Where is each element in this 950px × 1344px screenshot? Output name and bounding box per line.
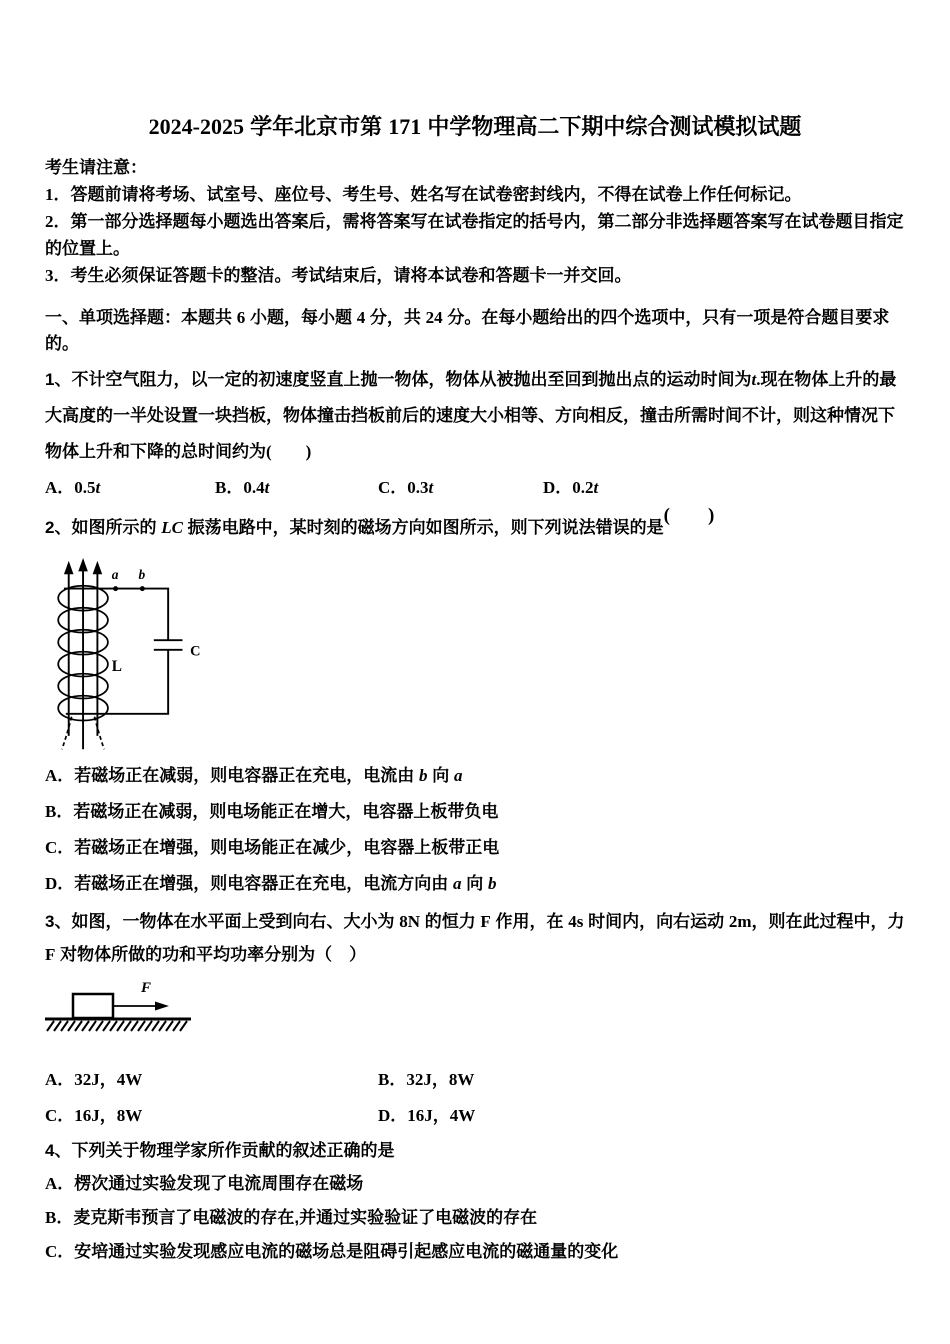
notice-item-1: 1．答题前请将考场、试室号、座位号、考生号、姓名写在试卷密封线内，不得在试卷上作任何标记。 [45,185,802,204]
q4-option-b: B．麦克斯韦预言了电磁波的存在,并通过实验验证了电磁波的存在 [45,1208,538,1227]
block-force-diagram [45,981,195,1036]
notice-item-2: 2．第一部分选择题每小题选出答案后，需将答案写在试卷指定的括号内，第二部分非选择题答案写在试卷题目指定的位置上。 [45,212,904,258]
q4-option-a: A．楞次通过实验发现了电流周围存在磁场 [45,1174,364,1193]
node-a-label: a [111,567,119,583]
q4-stem: 4、下列关于物理学家所作贡献的叙述正确的是 [45,1141,395,1160]
node-b-dot [140,586,145,591]
q2-option-b: B．若磁场正在减弱，则电场能正在增大，电容器上板带负电 [45,802,499,821]
force-arrow-icon [113,1002,169,1011]
q3-options [45,1062,905,1134]
q3-option-c: C．16J，8W [45,1106,143,1125]
q4-option-c: C．安培通过实验发现感应电流的磁场总是阻碍引起感应电流的磁通量的变化 [45,1242,619,1261]
q2-stem [45,505,905,546]
q1-option-b: B．0.4t [215,478,270,497]
block [73,994,113,1018]
q1-option-a: A．0.5t [45,478,101,497]
q2-option-c: C．若磁场正在增强，则电场能正在减少，电容器上板带正电 [45,838,500,857]
q1-option-d: D．0.2t [543,478,599,497]
block-force-figure [45,981,905,1036]
node-b-label: b [138,567,146,583]
q1-option-c: C．0.3t [378,478,434,497]
capacitor-label: C [190,643,201,660]
q2-stem-text: 2、如图所示的 LC 振荡电路中，某时刻的磁场方向如图所示，则下列说法错误的是 [45,518,664,537]
q3-option-a: A．32J，4W [45,1070,143,1089]
inductor-label: L [111,657,122,675]
q1-options [45,470,905,506]
exam-title: 2024-2025 学年北京市第 171 中学物理高二下期中综合测试模拟试题 [148,114,802,139]
node-a-dot [113,586,118,591]
section-1-heading: 一、单项选择题：本题共 6 小题，每小题 4 分，共 24 分。在每小题给出的四个选项中，只有一项是符合题目要求的。 [45,308,890,353]
q2-answer-paren: ( ) [663,505,715,526]
notice-item-3: 3．考生必须保证答题卡的整洁。考试结束后，请将本试卷和答题卡一并交回。 [45,266,632,285]
q3-option-b: B．32J，8W [378,1070,475,1089]
q1-stem: 1、不计空气阻力，以一定的初速度竖直上抛一物体，物体从被抛出至回到抛出点的运动时间为t.现在物体上升的最大高度的一半处设置一块挡板，物体撞击挡板前后的速度大小相等、方向相反，撞击所需时间不计，则这种情况下物体上升和下降的总时间约为( ) [45,370,897,461]
q2-options [45,758,905,902]
ground-hatching [47,1021,187,1031]
notice-heading: 考生请注意： [45,158,147,177]
q3-option-d: D．16J，4W [378,1106,476,1125]
q2-option-d: D．若磁场正在增强，则电容器正在充电，电流方向由 a 向 b [45,874,497,893]
force-label: F [141,981,152,996]
lc-circuit-diagram [33,558,223,754]
q3-stem: 3、如图，一物体在水平面上受到向右、大小为 8N 的恒力 F 作用，在 4s 时间内，向右运动 2m，则在此过程中，力 F 对物体所做的功和平均功率分别为（ ） [45,912,905,964]
exam-body [0,154,950,1269]
q2-option-a: A．若磁场正在减弱，则电容器正在充电，电流由 b 向 a [45,766,463,785]
lc-circuit-figure [33,558,905,754]
